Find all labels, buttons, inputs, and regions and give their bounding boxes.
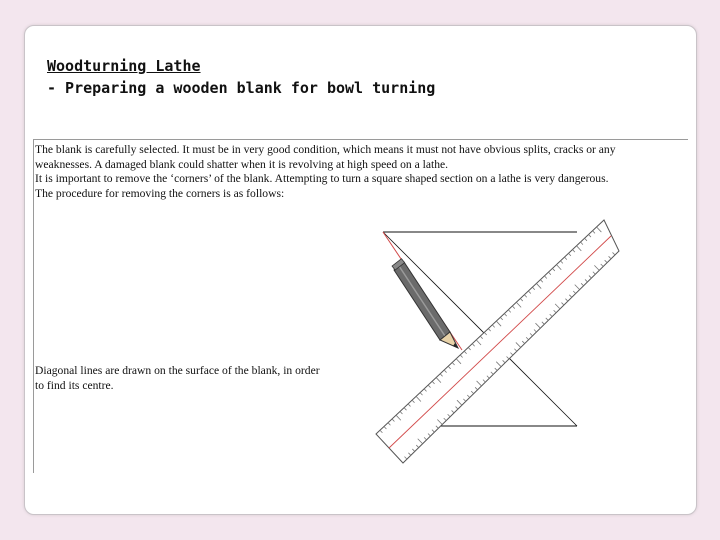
ruler-icon [376, 220, 619, 463]
pencil-icon [392, 259, 458, 348]
body-line-4: The procedure for removing the corners is as follows: [35, 187, 285, 201]
caption-line-2: to find its centre. [35, 378, 114, 392]
caption-line-1: Diagonal lines are drawn on the surface of the blank, in order [35, 364, 320, 377]
body-line-1: The blank is carefully selected. It must be in very good condition, which means it must not have obvious splits, cracks or any [35, 143, 616, 156]
wooden-blank-outline [383, 232, 577, 426]
title-line-2: - Preparing a wooden blank for bowl turning [47, 79, 436, 97]
body-line-2: weaknesses. A damaged blank could shatter when it is revolving at high speed on a lathe. [35, 157, 449, 171]
body-line-3: It is important to remove the ‘corners’ of the blank. Attempting to turn a square shaped section on a lathe is very dangerous. [35, 172, 609, 186]
title-line-1: Woodturning Lathe [47, 57, 201, 75]
